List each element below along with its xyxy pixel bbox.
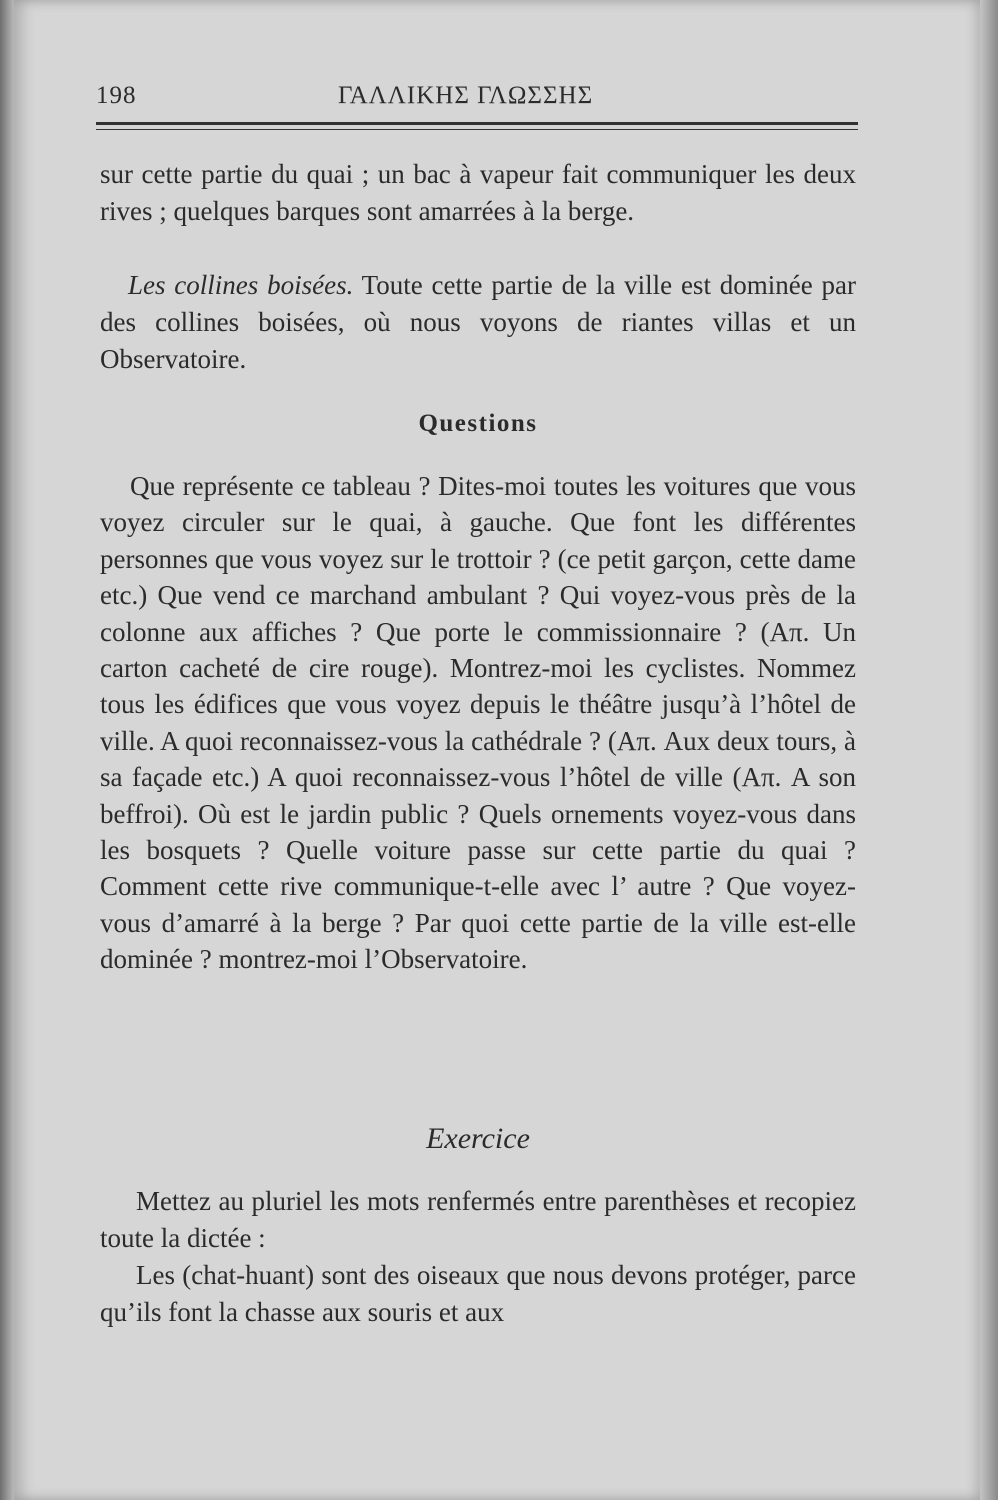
questions-heading: Questions bbox=[418, 410, 538, 437]
running-title: ΓΑΛΛΙΚΗΣ ΓΛΩΣΣΗΣ bbox=[338, 82, 594, 109]
dictation-text: Les (chat-huant) sont des oiseaux que nous devons protéger, parce qu’ils font la chasse aux souris et aux bbox=[100, 1260, 856, 1327]
page-number: 198 bbox=[96, 82, 137, 109]
book-gutter bbox=[0, 0, 14, 1500]
paragraph-quai: sur cette partie du quai ; un bac à vapeur fait communiquer les deux rives ; quelques barques sont amarrées à la berge. bbox=[100, 159, 856, 226]
page-edge bbox=[980, 0, 998, 1500]
questions-paragraph: Que représente ce tableau ? Dites-moi toutes les voitures que vous voyez circuler sur le quai, à gauche. Que font les différentes personnes que vous voyez sur le trottoir ? (ce petit garçon, cette dame etc.) Que vend ce marchand ambulant ? Qui voyez-vous près de la colonne aux affiches ? Que porte le commissionnaire ? (Απ. Un carton cacheté de cire rouge). Montrez-moi les cyclistes. Nommez tous les édifices que vous voyez depuis le théâtre jusqu’à l’hôtel de ville. A quoi reconnaissez-vous la cathédrale ? (Απ. Aux deux tours, à sa façade etc.) A quoi reconnaissez-vous l’hôtel de ville (Απ. A son beffroi). Où est le jardin public ? Quels ornements voyez-vous dans les bosquets ? Quelle voiture passe sur cette partie du quai ? Comment cette rive communique-t-elle avec l’ autre ? Que voyez-vous d’amarré à la berge ? Par quoi cette partie de la ville est-elle dominée ? montrez-moi l’Observatoire. bbox=[100, 471, 856, 975]
header-rule bbox=[96, 122, 858, 125]
paragraph-body: Toute cette partie de la ville est dominée par des collines boisées, où nous voyons de riantes villas et un Observatoire. bbox=[100, 270, 856, 374]
paragraph-collines bbox=[100, 267, 856, 378]
page-header bbox=[96, 82, 858, 118]
header-rule-thin bbox=[96, 129, 858, 130]
exercise-heading: Exercice bbox=[426, 1122, 530, 1155]
exercise-instructions: Mettez au pluriel les mots renfermés entre parenthèses et recopiez toute la dictée : bbox=[100, 1186, 856, 1253]
paragraph-lead: Les collines boisées. bbox=[128, 270, 354, 300]
